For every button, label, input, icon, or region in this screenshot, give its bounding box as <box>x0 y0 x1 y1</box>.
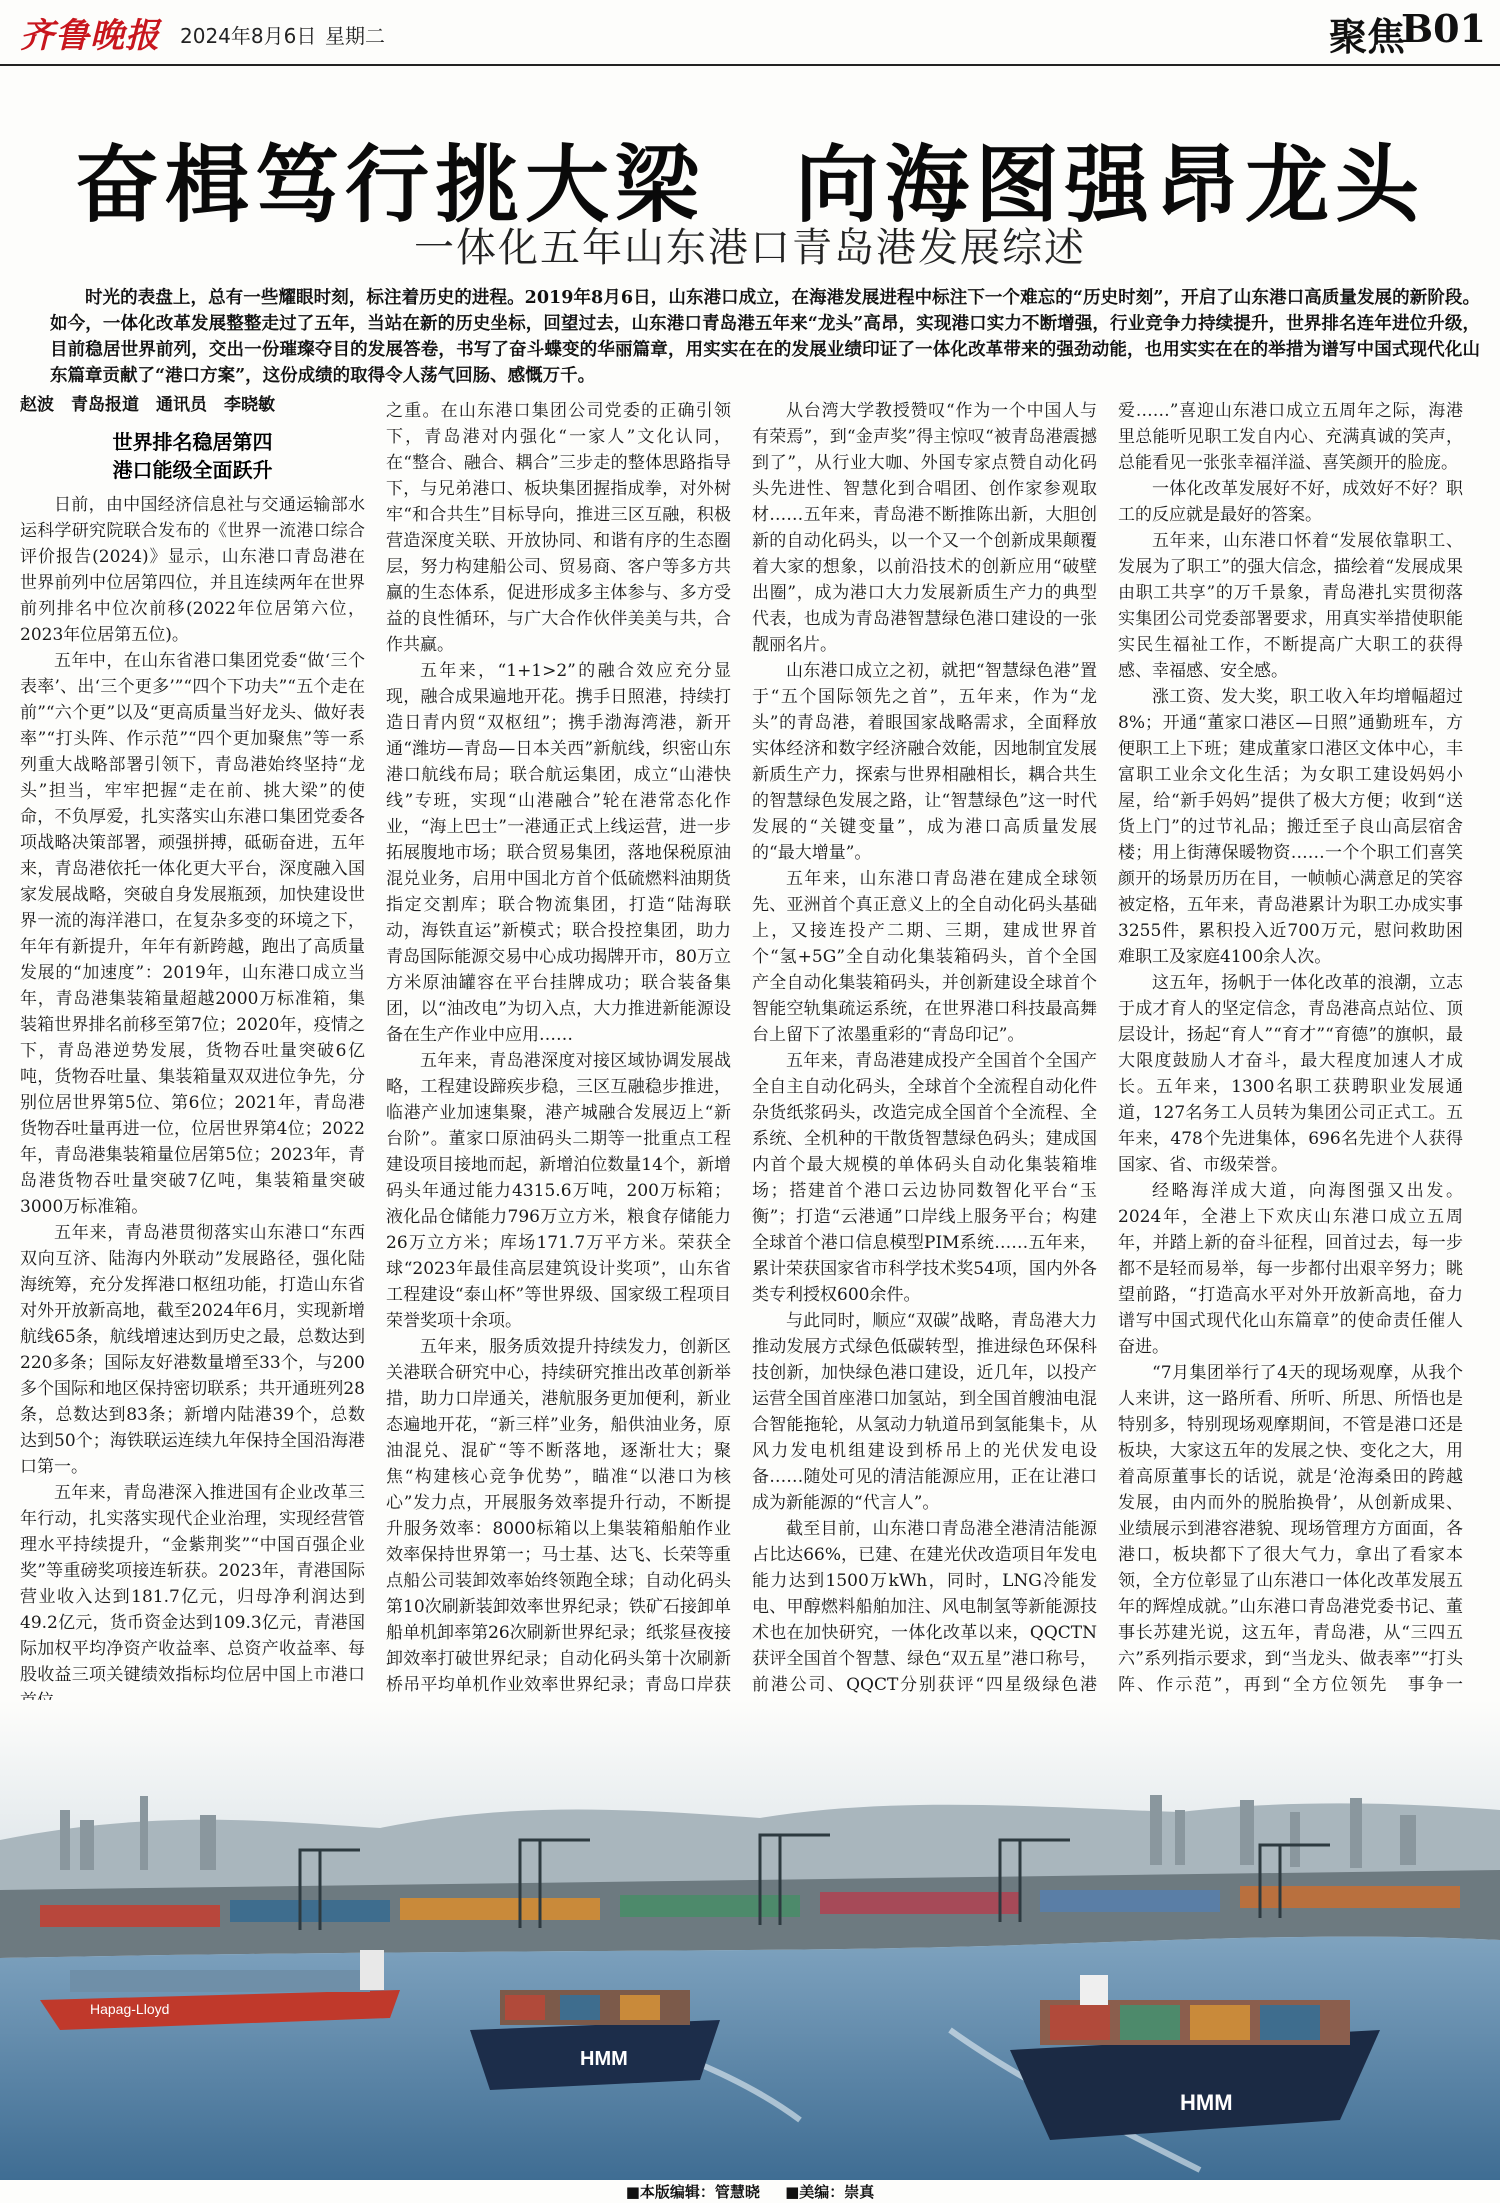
page-number: B01 <box>1401 6 1486 51</box>
paragraph: 五年中，在山东省港口集团党委“做‘三个表率’、出‘三个更多’”“四个下功夫”“五个走在前”“六个更”以及“更高质量当好龙头、做好表率”“打头阵、作示范”“四个更加聚焦”等一系列重大战略部署引领下，青岛港始终坚持“龙头”担当，牢牢把握“走在前、挑大梁”的使命，不负厚爱，扎实落实山东港口集团党委各项战略决策部署，顽强拼搏，砥砺奋进，五年来，青岛港依托一体化更大平台，深度融入国家发展战略，突破自身发展瓶颈，加快建设世界一流的海洋港口，在复杂多变的环境之下，年年有新提升，年年有新跨越，跑出了高质量发展的“加速度”：2019年，山东港口成立当年，青岛港集装箱量超越2000万标准箱，集装箱世界排名前移至第7位；2020年，疫情之下，青岛港逆势发展，货物吞吐量突破6亿吨，货物吞吐量、集装箱量双双进位争先，分别位居世界第5位、第6位；2021年，青岛港货物吞吐量再进一位，位居世界第4位；2022年，青岛港集装箱量位居第5位；2023年，青岛港货物吞吐量突破7亿吨，集装箱量突破3000万标准箱。 <box>20 651 365 1217</box>
paragraph: 五年来，服务质效提升持续发力，创新区关港联合研究中心，持续研究推出改革创新举措，助力口岸通关，港航服务更加便利，新业态遍地开花，“新三样”业务，船供油业务，原油混兑、混矿“等不断落地，逐渐壮大；聚焦“构建核心竞争优势”，瞄准“以港口为核心”发力点，开展服务效率提升行动，不断提升服务效率：8000标箱以上集装箱船舶作业效率保持世界第一；马士基、达飞、长荣等重点船公司装卸效率始终领跑全球；自动化码头第10次刷新装卸效率世界纪录；铁矿石接卸单船单机卸率第26次刷新世界纪录；纸浆昼夜接卸效率打破世界纪录；自动化码头第十次刷新桥吊平均单机作业效率世界纪录；青岛口岸获 <box>386 1337 731 1695</box>
paragraph: 爱……”喜迎山东港口成立五周年之际，海港里总能听见职工发自内心、充满真诚的笑声，总能看见一张张幸福洋溢、喜笑颜开的脸庞。 <box>1118 401 1463 473</box>
article-column-1 <box>20 428 365 1728</box>
subheadline: 一体化五年山东港口青岛港发展综述 <box>414 225 1086 271</box>
artist-credit: ■美编：崇真 <box>785 2183 875 2201</box>
section-name: 聚焦 <box>1328 14 1405 59</box>
paragraph: 日前，由中国经济信息社与交通运输部水运科学研究院联合发布的《世界一流港口综合评价报告(2024)》显示，山东港口青岛港在世界前列中位居第四位，并且连续两年在世界前列排名中位次前移(2022年位居第六位，2023年位居第五位)。 <box>20 495 365 645</box>
port-scene-illustration <box>0 1700 1500 2180</box>
section-heading: 世界排名稳居第四 港口能级全面跃升 <box>112 430 273 482</box>
newspaper-logo: 齐鲁晚报 <box>20 16 160 56</box>
byline: 赵波 青岛报道 通讯员 李晓敏 <box>20 395 275 415</box>
paragraph: 五年来，青岛港贯彻落实山东港口“东西双向互济、陆海内外联动”发展路径，强化陆海统筹，充分发挥港口枢纽功能，打造山东省对外开放新高地，截至2024年6月，实现新增航线65条，航线增速达到历史之最，总数达到220多条；国际友好港数量增至33个，与200多个国际和地区保持密切联系；共开通班列28条，总数达到83条；新增内陆港39个，总数达到50个；海铁联运连续九年保持全国沿海港口第一。 <box>20 1223 365 1477</box>
headline: 奋楫笃行挑大梁 向海图强昂龙头 <box>74 135 1425 234</box>
ship-label-1: Hapag-Lloyd <box>90 2001 170 2017</box>
article-column-4 <box>1118 398 1463 1738</box>
paragraph: 与此同时，顺应“双碳”战略，青岛港大力推动发展方式绿色低碳转型，推进绿色环保科技创新，加快绿色港口建设，近几年，以投产运营全国首座港口加氢站，到全国首艘油电混合智能拖轮，从氢动力轨道吊到氢能集卡，从风力发电机组建设到桥吊上的光伏发电设备……随处可见的清洁能源应用，正在让港口成为新能源的“代言人”。 <box>752 1311 1097 1513</box>
editor-credit: ■本版编辑：管慧晓 <box>625 2183 760 2201</box>
lead-paragraph: 时光的表盘上，总有一些耀眼时刻，标注着历史的进程。2019年8月6日，山东港口成立，在海港发展进程中标注下一个难忘的“历史时刻”，开启了山东港口高质量发展的新阶段。如今，一体化改革发展整整走过了五年，当站在新的历史坐标，回望过去，山东港口青岛港五年来“龙头”高昂，实现港口实力不断增强，行业竞争力持续提升，世界排名连年进位升级，目前稳居世界前列，交出一份璀璨夺目的发展答卷，书写了奋斗蝶变的华丽篇章，用实实在在的发展业绩印证了一体化改革带来的强劲动能，也用实实在在的举措为谱写中国式现代化山东篇章贡献了“港口方案”，这份成绩的取得令人荡气回肠、感慨万千。 <box>50 288 1480 386</box>
paragraph: 经略海洋成大道，向海图强又出发。2024年，全港上下欢庆山东港口成立五周年，并踏上新的奋斗征程，回首过去，每一步都不是轻而易举，每一步都付出艰辛努力；眺望前路，“打造高水平对外开放新高地，奋力谱写中国式现代化山东篇章”的使命责任催人奋进。 <box>1118 1181 1463 1357</box>
article-column-2 <box>386 398 731 1748</box>
paragraph: 截至目前，山东港口青岛港全港清洁能源占比达66%，已建、在建光伏改造项目年发电能力达到1500万kWh，同时，LNG冷能发电、甲醇燃料船舶加注、风电制氢等新能源技术也在加快研究，一体化改革以来，QQCTN获评全国首个智慧、绿色“双五星”港口称号，前港公司、QQCT分别获评“四星级绿色港 <box>752 1519 1097 1695</box>
paragraph: 从台湾大学教授赞叹“作为一个中国人与有荣焉”，到“金声奖”得主惊叹“被青岛港震撼到了”，从行业大咖、外国专家点赞自动化码头先进性、智慧化到合唱团、创作家参观取材……五年来，青岛港不断推陈出新，大胆创新的自动化码头，以一个又一个创新成果颠覆着大家的想象，以前沿技术的创新应用“破壁出圈”，成为港口大力发展新质生产力的典型代表，也成为青岛港智慧绿色港口建设的一张靓丽名片。 <box>752 401 1097 655</box>
issue-weekday: 星期二 <box>325 24 385 48</box>
paragraph: 山东港口成立之初，就把“智慧绿色港”置于“五个国际领先之首”，五年来，作为“龙头”的青岛港，着眼国家战略需求，全面释放实体经济和数字经济融合效能，因地制宜发展新质生产力，探索与世界相融相长，耦合共生的智慧绿色发展之路，让“智慧绿色”这一时代发展的“关键变量”，成为港口高质量发展的“最大增量”。 <box>752 661 1097 863</box>
container-ship-2 <box>470 1990 720 2090</box>
paragraph: 五年来，青岛港建成投产全国首个全国产全自主自动化码头，全球首个全流程自动化件杂货纸浆码头，改造完成全国首个全流程、全系统、全机种的干散货智慧绿色码头；建成国内首个最大规模的单体码头自动化集装箱堆场；搭建首个港口云边协同数智化平台“玉衡”；打造“云港通”口岸线上服务平台；构建全球首个港口信息模型PIM系统……五年来，累计荣获国家省市科学技术奖54项，国内外各类专利授权600余件。 <box>752 1051 1097 1305</box>
paragraph: 五年来，山东港口青岛港在建成全球领先、亚洲首个真正意义上的全自动化码头基础上，又接连投产二期、三期，建成世界首个“氢+5G”全自动化集装箱码头，首个全国产全自动化集装箱码头，并创新建设全球首个智能空轨集疏运系统，在世界港口科技最高舞台上留下了浓墨重彩的“青岛印记”。 <box>752 869 1097 1045</box>
page-footer <box>0 2181 1500 2203</box>
paragraph: 涨工资、发大奖，职工收入年均增幅超过8%；开通“董家口港区—日照”通勤班车，方便职工上下班；建成董家口港区文体中心，丰富职工业余文化生活；为女职工建设妈妈小屋，给“新手妈妈”提供了极大方便；收到“送货上门”的过节礼品；搬迁至子良山高层宿舍楼；用上街薄保暖物资……一个个职工们喜笑颜开的场景历历在目，一帧帧心满意足的笑容被定格，五年来，青岛港累计为职工办成实事3255件，累积投入近700万元，慰问救助困难职工及家庭4100余人次。 <box>1118 687 1463 967</box>
paragraph: 五年来，青岛港深入推进国有企业改革三年行动，扎实落实现代企业治理，实现经营管理水平持续提升，“金紫荆奖”“中国百强企业奖”等重磅奖项接连斩获。2023年，青港国际营业收入达到181.7亿元，归母净利润达到49.2亿元，货币资金达到109.3亿元，青港国际加权平均净资产收益率、总资产收益率、每股收益三项关键绩效指标均位居中国上市港口 <box>20 1483 365 1685</box>
issue-date: 2024年8月6日 <box>180 24 317 48</box>
masthead <box>0 0 1500 66</box>
paragraph: 这五年，扬帆于一体化改革的浪潮，立志于成才育人的坚定信念，青岛港高点站位、顶层设计，扬起“育人”“育才”“育德”的旗帜，最大限度鼓励人才奋斗，最大程度加速人才成长。五年来，1300名职工获聘职业发展通道，127名务工人员转为集团公司正式工。五年来，478个先进集体，696名先进个人获得国家、省、市级荣誉。 <box>1118 973 1463 1175</box>
paragraph: “7月集团举行了4天的现场观摩，从我个人来讲，这一路所看、所听、所思、所悟也是特别多，特别现场观摩期间，不管是港口还是板块，大家这五年的发展之快、变化之大，用着高原董事长的话说，就是‘沧海桑田的跨越发展，由内而外的脱胎换骨’，从创新成果、业绩展示到港容港貌、现场管理方方面面，各港口，板块都下了很大气力，拿出了看家本领，全方位彰显了山东港口一体化改革发展五年的辉煌成就。”山东港口青岛港党委书记、董事长苏建光说，这五年，青岛港，从“三四五六”系列指示要求，到“当龙头、做表率”“打头阵、作示范”，再到“全方位领先 事争一 <box>1118 1363 1463 1695</box>
paragraph: 五年来，“1+1>2”的融合效应充分显现，融合成果遍地开花。携手日照港，持续打造日青内贸“双枢纽”；携手渤海湾港，新开通“潍坊—青岛—日本关西”新航线，织密山东港口航线布局；联合航运集团，成立“山港快线”专班，实现“山港融合”轮在港常态化作业，“海上巴士”一港通正式上线运营，进一步拓展腹地市场；联合贸易集团，落地保税原油混兑业务，启用中国北方首个低硫燃料油期货指定交割库；联合物流集团，打造“陆海联动，海铁直运”新模式；联合投控集团，助力青岛国际能源交易中心成功揭牌开市，80万立方米原油罐容在平台挂牌成功；联合装备集团，以“油改电”为切入点，大力推进新能源设备在生产作业中应用…… <box>386 661 731 1045</box>
paragraph: 五年来，山东港口怀着“发展依靠职工、发展为了职工”的强大信念，描绘着“发展成果由职工共享”的万千景象，青岛港扎实贯彻落实集团公司党委部署要求，用真实举措使职能实民生福祉工作，不断提高广大职工的获得感、幸福感、安全感。 <box>1118 531 1463 681</box>
ship-label-3: HMM <box>1180 2090 1233 2115</box>
article-column-3 <box>752 398 1097 1728</box>
ship-label-2: HMM <box>580 2048 628 2070</box>
paragraph: 一体化改革发展好不好，成效好不好？职工的反应就是最好的答案。 <box>1118 479 1463 525</box>
paragraph: 之重。在山东港口集团公司党委的正确引领下，青岛港对内强化“一家人”文化认同，在“整合、融合、耦合”三步走的整体思路指导下，与兄弟港口、板块集团握指成拳，对外树牢“和合共生”目标导向，推进三区互融，积极营造深度关联、开放协同、和谐有序的生态圈层，努力构建船公司、贸易商、客户等多方共赢的生态体系，促进形成多主体参与、多方受益的良性循环，与广大合作伙伴美美与共，合作共赢。 <box>386 401 731 655</box>
port-photo <box>0 1700 1500 2180</box>
paragraph: 五年来，青岛港深度对接区域协调发展战略，工程建设蹄疾步稳，三区互融稳步推进，临港产业加速集聚，港产城融合发展迈上“新台阶”。董家口原油码头二期等一批重点工程建设项目接地而起，新增泊位数量14个，新增码头年通过能力4315.6万吨，200万标箱；液化品仓储能力796万立方米，粮食存储能力26万立方米；库场171.7万平方米。荣获全球“2023年最佳高层建筑设计奖项”，山东省工程建设“泰山杯”等世界级、国家级工程项目荣誉奖项十余项。 <box>386 1051 731 1331</box>
